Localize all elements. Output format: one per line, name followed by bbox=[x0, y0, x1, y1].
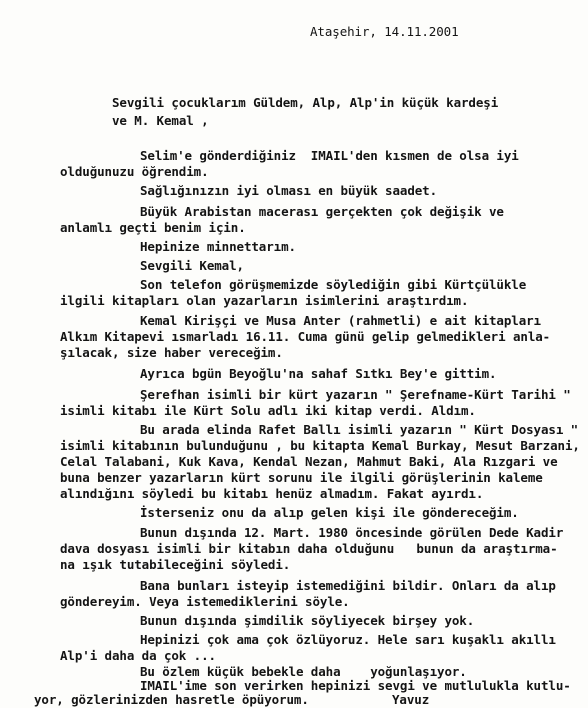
paragraph-line: şılacak, size haber vereceğim. bbox=[60, 345, 283, 360]
paragraph-line: Büyük Arabistan macerası gerçekten çok değişik ve bbox=[140, 204, 504, 219]
paragraph-line: dava dosyası isimli bir kitabın daha olduğunu bunun da araştırma- bbox=[60, 541, 558, 556]
greeting-line: Sevgili Kemal, bbox=[140, 258, 244, 273]
paragraph-line: buna benzer yazarların kürt sorunu ile ilgili görüşlerinin kaleme bbox=[60, 470, 543, 485]
paragraph-line: Son telefon görüşmemizde söylediğin gibi Kürtçülükle bbox=[140, 277, 527, 292]
paragraph-line: isimli kitabının bulunduğunu , bu kitapta Kemal Burkay, Mesut Barzani, bbox=[60, 438, 580, 453]
paragraph-line: alındığını söyledi bu kitabı henüz almadım. Fakat ayırdı. bbox=[60, 486, 484, 501]
paragraph-line: Alp'i daha da çok ... bbox=[60, 648, 216, 663]
paragraph-line: Bu özlem küçük bebekle daha yoğunlaşıyor. bbox=[140, 664, 467, 679]
paragraph-line: Bunun dışında şimdilik söyliyecek birşey yok. bbox=[140, 613, 475, 628]
paragraph-line: göndereyim. Veya istemediklerini söyle. bbox=[60, 594, 350, 609]
paragraph-line: Ayrıca bgün Beyoğlu'na sahaf Sıtkı Bey'e gittim. bbox=[140, 366, 497, 381]
paragraph-line: Hepinizi çok ama çok özlüyoruz. Hele sarı kuşaklı akıllı bbox=[140, 632, 556, 647]
paragraph-line: anlamlı geçti benim için. bbox=[60, 220, 246, 235]
paragraph-line: Bana bunları isteyip istemediğini bildir. Onları da alıp bbox=[140, 578, 556, 593]
paragraph-line: Selim'e gönderdiğiniz IMAIL'den kısmen de olsa iyi bbox=[140, 148, 519, 163]
paragraph-line: olduğunuzu öğrendim. bbox=[60, 164, 209, 179]
date-line: Ataşehir, 14.11.2001 bbox=[310, 24, 459, 39]
paragraph-line: ilgili kitapları olan yazarların isimlerini araştırdım. bbox=[60, 293, 469, 308]
paragraph-line: Celal Talabani, Kuk Kava, Kendal Nezan, Mahmut Baki, Ala Rızgari ve bbox=[60, 454, 558, 469]
signature-name: Yavuz bbox=[392, 692, 430, 707]
paragraph-line: isimli kitabı ile Kürt Solu adlı iki kitap verdi. Aldım. bbox=[60, 403, 476, 418]
paragraph-line: Alkım Kitapevi ısmarladı 16.11. Cuma günü gelip gelmedikleri anla- bbox=[60, 329, 551, 344]
paragraph-line: Bunun dışında 12. Mart. 1980 öncesinde görülen Dede Kadir bbox=[140, 525, 564, 540]
paragraph-line: Sağlığınızın iyi olması en büyük saadet. bbox=[140, 183, 438, 198]
paragraph-line: IMAIL'ime son verirken hepinizi sevgi ve mutlulukla kutlu- bbox=[140, 678, 571, 693]
paragraph-line: İsterseniz onu da alıp gelen kişi ile göndereceğim. bbox=[140, 505, 519, 520]
paragraph-line: yor, gözlerinizden hasretle öpüyorum. bbox=[34, 692, 309, 707]
paragraph-line: na ışık tutabileceğini söyledi. bbox=[60, 557, 291, 572]
salutation-line: ve M. Kemal , bbox=[112, 113, 209, 128]
paragraph-line: Hepinize minnettarım. bbox=[140, 239, 296, 254]
paragraph-line: Kemal Kirişçi ve Musa Anter (rahmetli) e ait kitapları bbox=[140, 313, 541, 328]
paragraph-line: Bu arada elinda Rafet Ballı isimli yazarın " Kürt Dosyası " bbox=[140, 422, 579, 437]
salutation-line: Sevgili çocuklarım Güldem, Alp, Alp'in küçük kardeşi bbox=[112, 95, 499, 110]
paragraph-line: Şerefhan isimli bir kürt yazarın " Şerefname-Kürt Tarihi " bbox=[140, 387, 571, 402]
